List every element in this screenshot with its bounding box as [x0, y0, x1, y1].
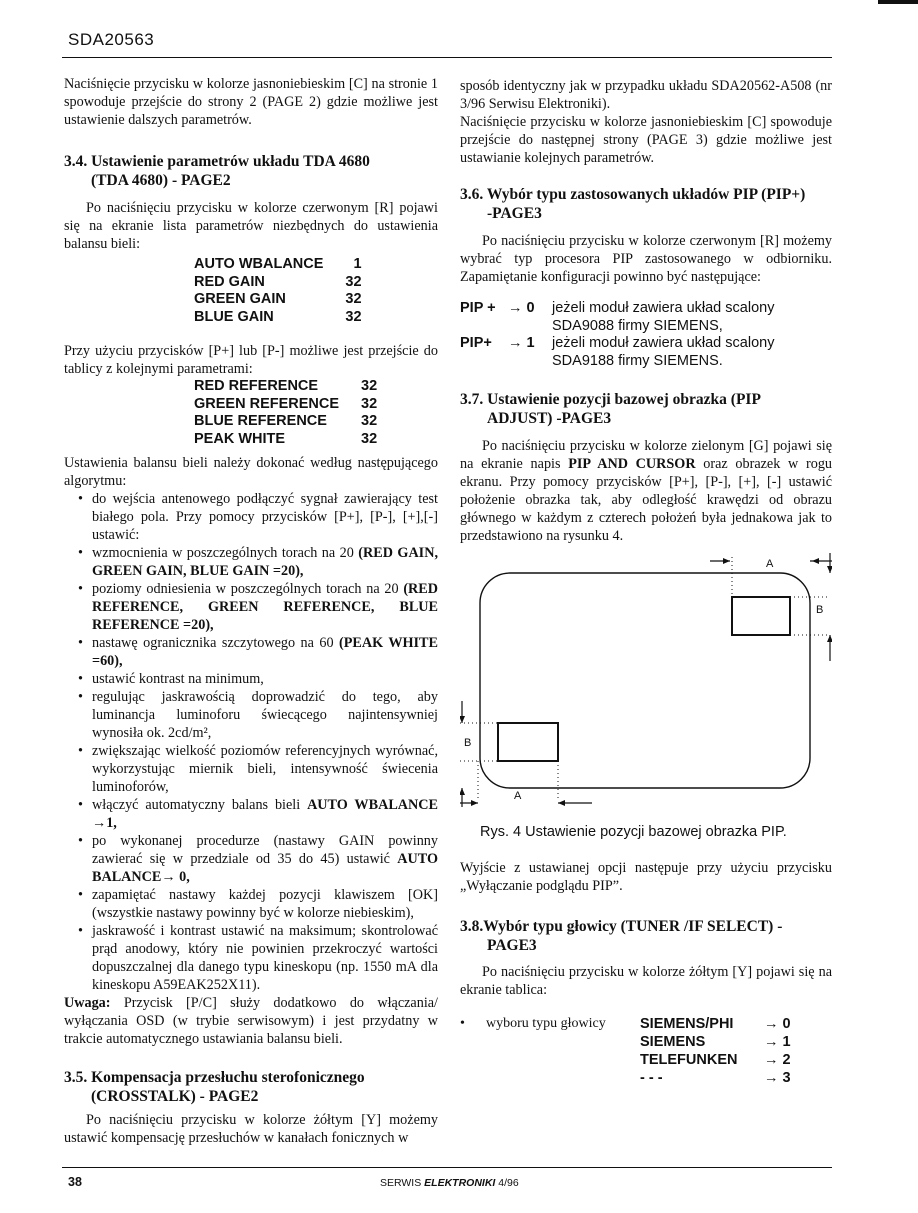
- list-item: • poziomy odniesienia w poszczególnych torach na 20 (RED REFERENCE, GREEN REFERENCE, BLUE REFERENCE =20),: [92, 580, 438, 634]
- list-item: • ustawić kontrast na minimum,: [92, 670, 438, 688]
- pip-window-top-right: [732, 597, 790, 635]
- section-3-8-title: 3.8.Wybór typu głowicy (TUNER /IF SELECT) -: [460, 918, 783, 935]
- table-row: • wyboru typu głowicy SIEMENS/PHI → 0: [460, 1016, 791, 1032]
- table-row: PIP+ → 1 jeżeli moduł zawiera układ scalony: [460, 335, 775, 351]
- footer-magazine: SERWIS ELEKTRONIKI 4/96: [380, 1177, 519, 1189]
- magazine-brand: ELEKTRONIKI: [424, 1177, 496, 1189]
- list-item: • zapamiętać nastawy każdej pozycji klawiszem [OK] (wszystkie nastawy powinny być w kolorze niebieskim),: [92, 886, 438, 922]
- pip-window-bottom-left: [498, 723, 558, 761]
- list-item: • zwiększając wielkość poziomów referencyjnych wyrównać, wykorzystując miernik bieli, intensywność świecenia luminoforów,: [92, 742, 438, 796]
- section-3-5-heading: [64, 1068, 438, 1106]
- list-item: • regulując jaskrawością doprowadzić do tego, aby luminancja luminoforu świecącego najintensywniej wynosiła ok. 2cd/m²,: [92, 688, 438, 742]
- note-paragraph: Uwaga: Przycisk [P/C] służy dodatkowo do włączania/ wyłączania OSD (w trybie serwisowym) i jest przydatny w trakcie automatycznego ustawiania balansu bieli.: [64, 995, 438, 1047]
- right-column: [460, 77, 832, 1087]
- table-row: RED GAIN 32: [194, 273, 362, 290]
- page3-paragraph: Naciśnięcie przycisku w kolorze jasnoniebieskim [C] spowoduje przejście do następnej strony (PAGE 3) gdzie możliwe jest ustawianie kolejnych parametrów.: [460, 114, 832, 166]
- note-label: Uwaga:: [64, 995, 111, 1011]
- pip-position-figure: [460, 551, 832, 813]
- section-3-7-subtitle: ADJUST) -PAGE3: [487, 410, 612, 427]
- section-3-8-subtitle: PAGE3: [487, 937, 537, 954]
- dimension-label-a: A: [766, 558, 774, 570]
- table-row: BLUE REFERENCE 32: [194, 413, 378, 429]
- table-row: RED REFERENCE 32: [194, 378, 378, 394]
- section-3-6-paragraph: Po naciśnięciu przycisku w kolorze czerwonym [R] możemy wybrać typ procesora PIP zastosowanego w odbiorniku. Zapamiętanie konfiguracji powinno być następujące:: [460, 233, 832, 285]
- left-column: [64, 75, 438, 1147]
- arrowhead: [812, 558, 819, 564]
- table-row: PEAK WHITE 32: [194, 430, 378, 447]
- table-row: PIP + → 0 jeżeli moduł zawiera układ scalony: [460, 300, 775, 316]
- section-3-5-subtitle: (CROSSTALK) - PAGE2: [91, 1088, 259, 1105]
- dimension-label-b: B: [816, 604, 824, 616]
- table-row: TELEFUNKEN → 2: [640, 1052, 791, 1068]
- corner-mark: [878, 0, 918, 4]
- section-3-4-subtitle: (TDA 4680) - PAGE2: [91, 172, 231, 189]
- section-3-4-title: 3.4. Ustawienie parametrów układu TDA 4680: [64, 153, 370, 170]
- footer-rule: [62, 1167, 832, 1168]
- header-rule: [62, 57, 832, 58]
- list-item: • włączyć automatyczny balans bieli AUTO WBALANCE →1,: [92, 796, 438, 832]
- section-3-6-title: 3.6. Wybór typu zastosowanych układów PIP (PIP+): [460, 186, 806, 203]
- table-row: AUTO WBALANCE 1: [194, 256, 362, 272]
- section-3-6-heading: [460, 185, 832, 223]
- dimension-label-a: A: [514, 790, 522, 802]
- main-screen-outline: [480, 573, 810, 788]
- list-item: • wzmocnienia w poszczególnych torach na 20 (RED GAIN, GREEN GAIN, BLUE GAIN =20),: [92, 544, 438, 580]
- exit-paragraph: Wyjście z ustawianej opcji następuje przy użyciu przycisku „Wyłączanie podglądu PIP”.: [460, 860, 832, 894]
- tuner-table: [460, 1015, 832, 1087]
- intro-paragraph: Naciśnięcie przycisku w kolorze jasnoniebieskim [C] na stronie 1 spowoduje przejście do strony 2 (PAGE 2) gdzie możliwe jest ustawienie dalszych parametrów.: [64, 76, 438, 128]
- arrowhead: [558, 800, 565, 806]
- section-3-7-title: 3.7. Ustawienie pozycji bazowej obrazka (PIP: [460, 391, 761, 408]
- algorithm-list: [64, 490, 438, 994]
- arrowhead: [471, 800, 478, 806]
- section-3-8-heading: [460, 917, 832, 955]
- table-row: BLUE GAIN 32: [194, 308, 362, 325]
- table-row: GREEN REFERENCE 32: [194, 395, 378, 412]
- continuation-paragraph: sposób identyczny jak w przypadku układu SDA20562-A508 (nr 3/96 Serwisu Elektroniki).: [460, 78, 832, 112]
- section-3-8-paragraph: Po naciśnięciu przycisku w kolorze żółtym [Y] pojawi się na ekranie tablica:: [460, 964, 832, 998]
- section-3-5-title: 3.5. Kompensacja przesłuchu sterofonicznego: [64, 1069, 365, 1086]
- white-balance-table: [194, 256, 362, 326]
- algorithm-intro: Ustawienia balansu bieli należy dokonać według następującego algorytmu:: [64, 455, 438, 489]
- list-item: • nastawę ogranicznika szczytowego na 60 (PEAK WHITE =60),: [92, 634, 438, 670]
- section-3-7-paragraph: Po naciśnięciu przycisku w kolorze zielonym [G] pojawi się na ekranie napis PIP AND CURSOR oraz obrazek w rogu ekranu. Przy pomocy przycisków [P+], [P-], [+], [-] ustawić położenie obrazka tak, aby odległość krawędzi od obrazu głównego w każdym z czterech położeń była jednakowa jak to przedstawiono na rysunku 4.: [460, 438, 833, 544]
- table-row: SIEMENS → 1: [640, 1034, 791, 1050]
- issue-number: 4/96: [498, 1177, 519, 1189]
- dimension-label-b: B: [464, 737, 472, 749]
- table-row: - - - → 3: [640, 1070, 791, 1086]
- table-row: GREEN GAIN 32: [194, 291, 362, 307]
- arrowhead: [723, 558, 730, 564]
- page-number: 38: [68, 1175, 82, 1189]
- section-3-6-subtitle: -PAGE3: [487, 205, 542, 222]
- section-3-5-paragraph: Po naciśnięciu przycisku w kolorze żółtym [Y] możemy ustawić kompensację przesłuchów w kanałach fonicznych w: [64, 1112, 438, 1146]
- reference-table: [194, 378, 377, 448]
- list-item: • jaskrawość i kontrast ustawić na maksimum; skontrolować prąd anodowy, który nie powinien przekroczyć wartości dopuszczalnej dla danego typu kineskopu (np. 1550 mA dla kineskopu A59EAK252X11).: [92, 922, 438, 994]
- list-item: • po wykonanej procedurze (nastawy GAIN powinny zawierać się w przedziale od 35 do 45) ustawić AUTO BALANCE→ 0,: [92, 832, 438, 886]
- figure-caption: Rys. 4 Ustawienie pozycji bazowej obrazka PIP.: [480, 824, 787, 840]
- pip-config-table: PIP + → 0 jeżeli moduł zawiera układ scalony SDA9088 firmy SIEMENS, PIP+ → 1 jeżeli moduł zawiera układ scalony SDA9188 firmy SIEMENS.: [460, 300, 832, 370]
- running-header: SDA20563: [68, 30, 155, 49]
- section-3-7-heading: [460, 390, 832, 428]
- section-3-4-paragraph: Po naciśnięciu przycisku w kolorze czerwonym [R] pojawi się na ekranie lista parametrów niezbędnych do ustawienia balansu bieli:: [64, 200, 438, 252]
- section-3-4-paragraph-2: Przy użyciu przycisków [P+] lub [P-] możliwe jest przejście do tablicy z kolejnymi parametrami:: [64, 343, 438, 377]
- section-3-4-heading: [64, 152, 438, 190]
- list-item: • do wejścia antenowego podłączyć sygnał zawierający test białego pola. Przy pomocy przycisków [P+], [P-], [+],[-] ustawić:: [92, 490, 438, 544]
